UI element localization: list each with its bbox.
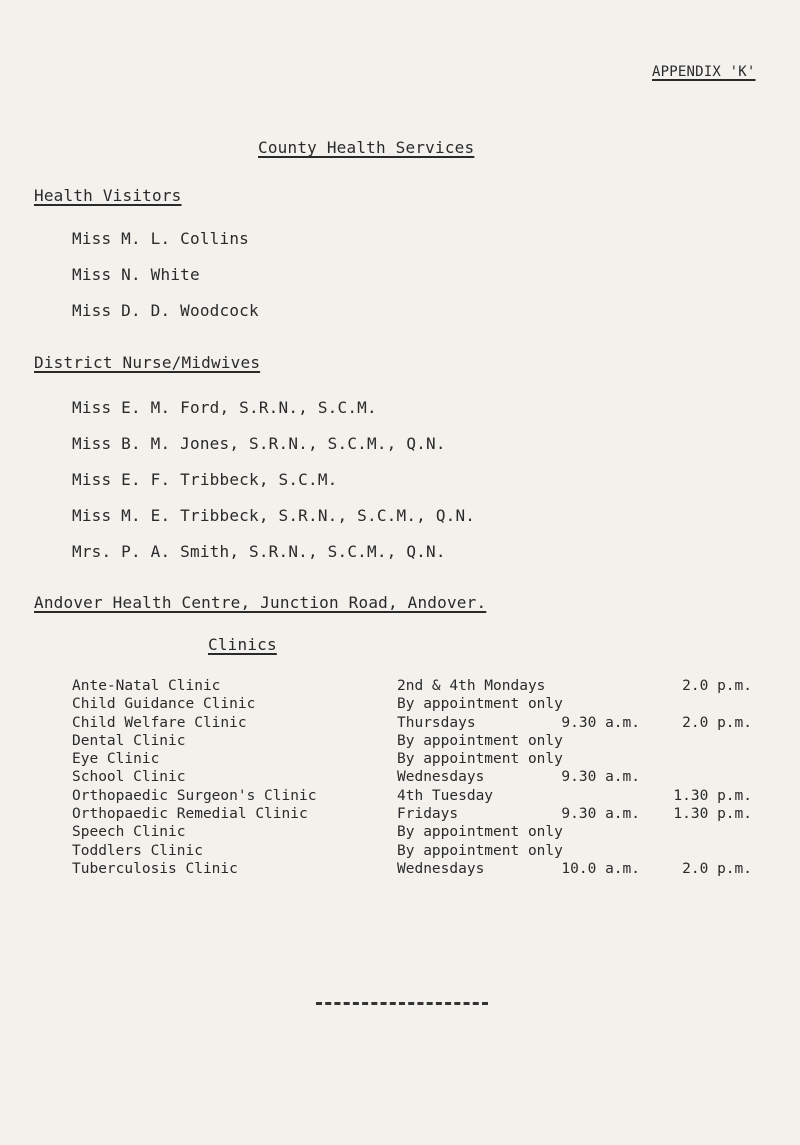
clinic-name: Child Guidance Clinic (72, 696, 256, 713)
clinic-day: 2nd & 4th Mondays (397, 678, 546, 694)
clinics-heading: Clinics (208, 635, 277, 654)
clinic-morning-time: 9.30 a.m. (561, 714, 640, 731)
clinic-morning-time: 9.30 a.m. (561, 769, 640, 786)
clinic-day: By appointment only (397, 696, 563, 713)
clinic-morning-time: 9.30 a.m. (561, 806, 640, 823)
clinic-day: By appointment only (397, 732, 563, 749)
clinic-day: Wednesdays (397, 769, 485, 786)
clinic-name: Speech Clinic (72, 824, 186, 841)
clinic-row (72, 677, 762, 695)
clinic-name: Tuberculosis Clinic (72, 860, 238, 877)
clinic-row (72, 768, 762, 786)
clinic-name: Dental Clinic (72, 732, 186, 749)
clinic-row (72, 805, 762, 823)
clinic-afternoon-time: 1.30 p.m. (673, 806, 752, 823)
clinic-afternoon-time: 2.0 p.m. (682, 860, 752, 877)
clinic-day: By appointment only (397, 842, 563, 859)
district-nurse-name: Miss M. E. Tribbeck, S.R.N., S.C.M., Q.N. (72, 506, 476, 525)
health-visitor-name: Miss M. L. Collins (72, 229, 249, 248)
district-nurse-name: Mrs. P. A. Smith, S.R.N., S.C.M., Q.N. (72, 542, 446, 561)
clinic-name: Ante-Natal Clinic (72, 678, 221, 694)
health-visitors-heading: Health Visitors (34, 186, 182, 205)
clinic-day: Thursdays (397, 714, 476, 731)
page-title: County Health Services (258, 138, 475, 157)
clinic-row (72, 842, 762, 860)
district-nurses-heading: District Nurse/Midwives (34, 353, 261, 372)
closing-dashed-rule (316, 1002, 488, 1005)
clinic-name: Toddlers Clinic (72, 842, 203, 859)
clinic-name: Eye Clinic (72, 751, 160, 768)
clinic-day: Fridays (397, 806, 459, 823)
centre-heading: Andover Health Centre, Junction Road, Andover. (34, 593, 487, 612)
clinic-afternoon-time: 2.0 p.m. (682, 678, 752, 694)
clinics-table (72, 677, 762, 878)
health-visitor-name: Miss D. D. Woodcock (72, 301, 259, 320)
clinic-day: By appointment only (397, 824, 563, 841)
clinic-day: By appointment only (397, 751, 563, 768)
clinic-row (72, 823, 762, 841)
clinic-afternoon-time: 1.30 p.m. (673, 787, 752, 804)
clinic-name: Orthopaedic Remedial Clinic (72, 806, 308, 823)
clinic-row (72, 787, 762, 805)
district-nurse-name: Miss B. M. Jones, S.R.N., S.C.M., Q.N. (72, 434, 446, 453)
clinic-row (72, 860, 762, 878)
clinic-row (72, 750, 762, 768)
appendix-label: APPENDIX 'K' (652, 64, 756, 80)
health-visitor-name: Miss N. White (72, 265, 200, 284)
clinic-morning-time: 10.0 a.m. (561, 860, 640, 877)
clinic-afternoon-time: 2.0 p.m. (682, 714, 752, 731)
district-nurse-name: Miss E. M. Ford, S.R.N., S.C.M. (72, 398, 377, 417)
clinic-name: School Clinic (72, 769, 186, 786)
clinic-day: 4th Tuesday (397, 787, 494, 804)
clinic-name: Child Welfare Clinic (72, 714, 247, 731)
clinic-day: Wednesdays (397, 860, 485, 877)
clinic-row (72, 732, 762, 750)
clinic-row (72, 714, 762, 732)
district-nurse-name: Miss E. F. Tribbeck, S.C.M. (72, 470, 338, 489)
clinic-row (72, 695, 762, 713)
clinic-name: Orthopaedic Surgeon's Clinic (72, 787, 317, 804)
